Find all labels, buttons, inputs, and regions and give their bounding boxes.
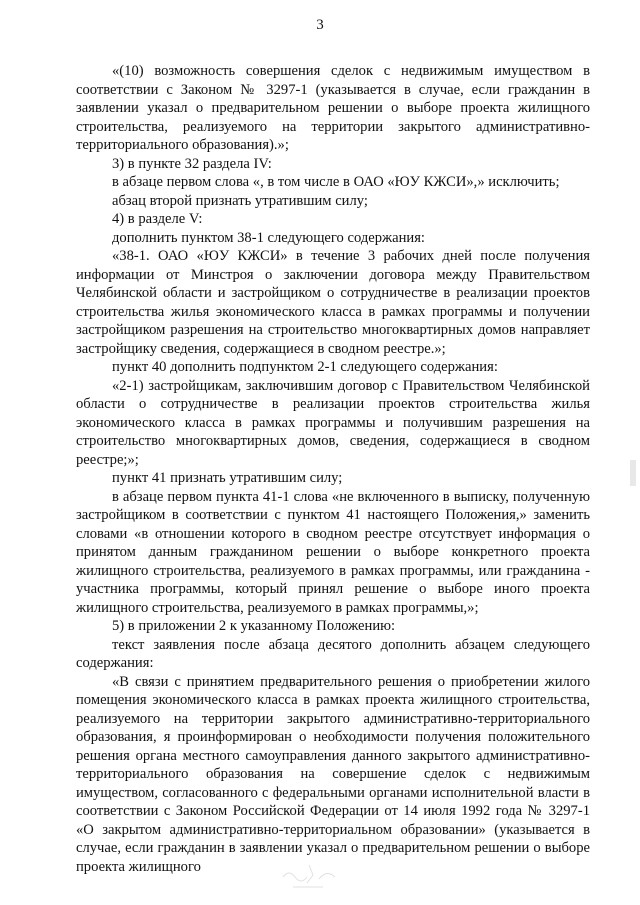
paragraph: «2-1) застройщикам, заключившим договор с Правительством Челябинской области о сотрудничестве в реализации проектов строительства жилья экономического класса в рамках программы и получившим разрешения на строительство многоквартирных домов, сведения, содержащиеся в сводном реестре;»; <box>76 377 590 468</box>
paragraph: пункт 40 дополнить подпунктом 2-1 следующего содержания: <box>112 359 498 375</box>
paragraph: пункт 41 признать утратившим силу; <box>112 470 343 486</box>
paragraph: 3) в пункте 32 раздела IV: <box>112 155 272 172</box>
page-number: 3 <box>316 17 324 33</box>
document-body <box>76 62 590 876</box>
paragraph: в абзаце первом слова «, в том числе в ОАО «ЮУ КЖСИ»,» исключить; <box>112 174 560 190</box>
faint-stamp-mark <box>273 857 351 893</box>
paragraph: абзац второй признать утратившим силу; <box>112 192 368 209</box>
paragraph: дополнить пунктом 38-1 следующего содержания: <box>112 229 425 246</box>
paragraph: 5) в приложении 2 к указанному Положению: <box>112 618 396 634</box>
paragraph: «В связи с принятием предварительного решения о приобретении жилого помещения экономического класса в рамках проекта жилищного строительства, реализуемого на территории закрытого административно-территориального образования, я проинформирован о необходимости получения положительного решения органа местного самоуправления данного закрытого административно-территориального образования на совершение сделок с недвижимым имуществом, согласованного с федеральными органами исполнительной власти в соответствии с Законом Российской Федерации от 14 июля 1992 года № 3297-1 «О закрытом административно-территориальном образовании» (указывается в случае, если гражданин в заявлении указал о предварительном решении о выборе проекта жилищного <box>76 673 590 875</box>
paragraph: текст заявления после абзаца десятого дополнить абзацем следующего содержания: <box>76 636 590 671</box>
scan-edge-mark <box>630 460 636 486</box>
paragraph: 4) в разделе V: <box>112 211 203 227</box>
paragraph: «(10) возможность совершения сделок с недвижимым имуществом в соответствии с Законом № 3297-1 (указывается в случае, если гражданин в заявлении указал о предварительном решении о выборе проекта жилищного строительства, реализуемого на территории закрытого административно-территориального образования).»; <box>76 63 590 153</box>
paragraph: «38-1. ОАО «ЮУ КЖСИ» в течение 3 рабочих дней после получения информации от Минстроя о заключении договора между Правительством Челябинской области и застройщиком о сотрудничестве в реализации проектов строительства жилья экономического класса в рамках программы и получении застройщиком разрешения на строительство многоквартирных домов направляет застройщику сведения, содержащиеся в сводном реестре.»; <box>76 248 590 357</box>
paragraph: в абзаце первом пункта 41-1 слова «не включенного в выписку, полученную застройщиком в соответствии с пунктом 41 настоящего Положения,» заменить словами «в отношении которого в сводном реестре отсутствует информация о принятом данным гражданином решении о выборе конкретного проекта жилищного строительства, реализуемого в рамках программы, или гражданина - участника программы, который принял решение о выборе иного проекта жилищного строительства, реализуемого в рамках программы,»; <box>76 488 590 616</box>
